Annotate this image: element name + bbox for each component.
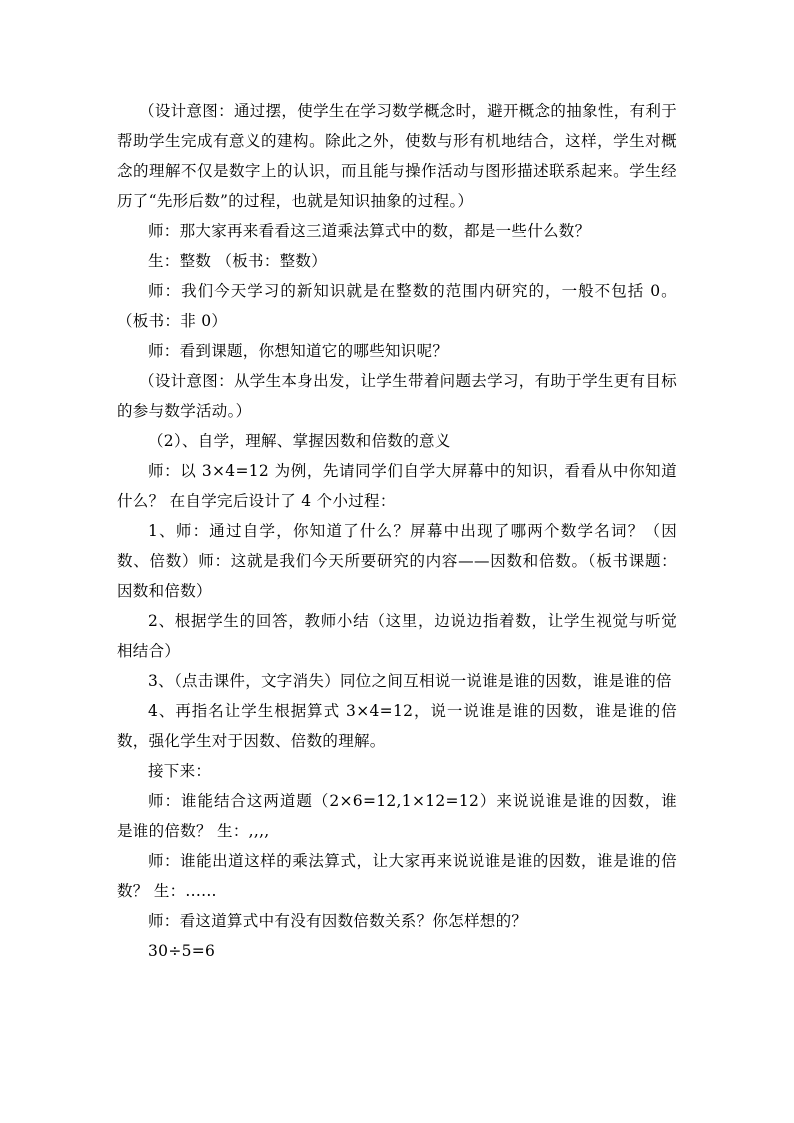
design-intent-paragraph: （设计意图：从学生本身出发，让学生带着问题去学习，有助于学生更有目标的参与数学活动。） xyxy=(117,372,677,420)
step-4-paragraph: 4、再指名让学生根据算式 3×4=12，说一说谁是谁的因数，谁是谁的倍数，强化学生对于因数、倍数的理解。 xyxy=(117,702,677,750)
transition-paragraph: 接下来： xyxy=(148,762,212,780)
teacher-question-paragraph: 师：看到课题，你想知道它的哪些知识呢？ xyxy=(148,342,449,360)
design-intent-paragraph: （设计意图：通过摆，使学生在学习数学概念时，避开概念的抽象性，有利于帮助学生完成有意义的建构。除此之外，使数与形有机地结合，这样，学生对概念的理解不仅是数字上的认识，而且能与操作活动与图形描述联系起来。学生经历了“先形后数”的过程，也就是知识抽象的过程。） xyxy=(117,102,677,210)
teacher-instruction-paragraph: 师：以 3×4=12 为例，先请同学们自学大屏幕中的知识，看看从中你知道什么？ 在自学完后设计了 4 个小过程： xyxy=(117,462,677,510)
teacher-question-paragraph: 师：谁能结合这两道题（2×6=12,1×12=12）来说说谁是谁的因数，谁是谁的倍数？ 生：,,,, xyxy=(117,792,677,840)
teacher-statement-paragraph: 师：我们今天学习的新知识就是在整数的范围内研究的，一般不包括 0。（板书：非 0） xyxy=(117,282,677,330)
step-1-paragraph: 1、师：通过自学，你知道了什么？屏幕中出现了哪两个数学名词？（因数、倍数）师：这就是我们今天所要研究的内容——因数和倍数。（板书课题：因数和倍数） xyxy=(117,522,677,600)
step-3-paragraph: 3、（点击课件，文字消失）同位之间互相说一说谁是谁的因数，谁是谁的倍 xyxy=(148,672,672,690)
teacher-question-paragraph: 师：谁能出道这样的乘法算式，让大家再来说说谁是谁的因数，谁是谁的倍数？ 生：...... xyxy=(117,852,677,900)
equation-line: 30÷5=6 xyxy=(148,942,216,960)
student-answer-paragraph: 生：整数 （板书：整数） xyxy=(148,252,328,270)
lesson-text xyxy=(117,96,677,966)
section-heading: （2）、自学，理解、掌握因数和倍数的意义 xyxy=(148,432,451,450)
teacher-question-paragraph: 师：那大家再来看看这三道乘法算式中的数，都是一些什么数？ xyxy=(148,222,591,240)
step-2-paragraph: 2、根据学生的回答，教师小结（这里，边说边指着数，让学生视觉与听觉相结合） xyxy=(117,612,677,660)
teacher-question-paragraph: 师：看这道算式中有没有因数倍数关系？你怎样想的？ xyxy=(148,912,528,930)
